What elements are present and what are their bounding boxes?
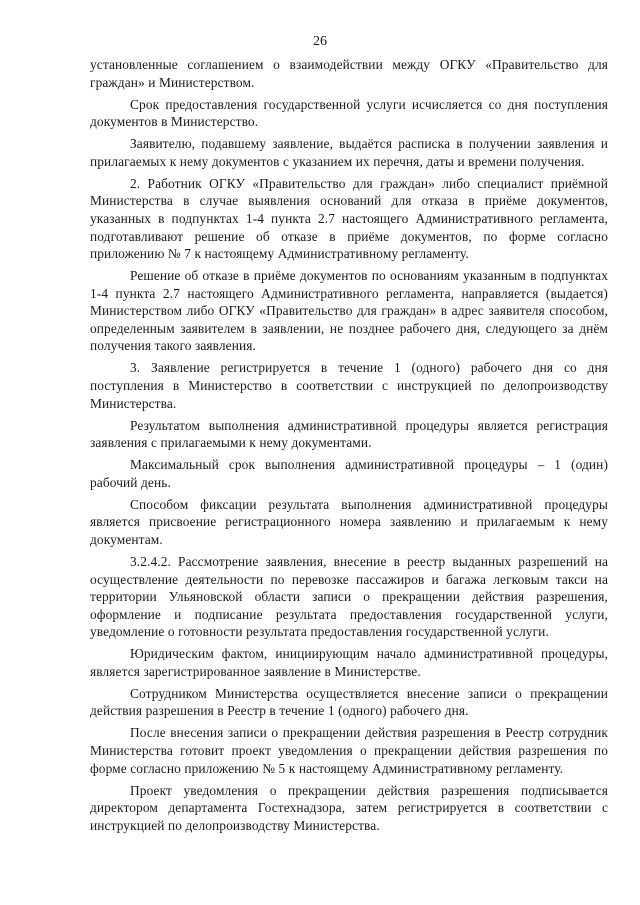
paragraph: Результатом выполнения административной процедуры является регистрация заявления с прилагаемыми к нему документами. xyxy=(90,417,608,451)
paragraph: После внесения записи о прекращении действия разрешения в Реестр сотрудник Министерства готовит проект уведомления о прекращении действия разрешения по форме согласно приложению № 5 к настоящему Административному регламенту. xyxy=(90,725,608,776)
paragraph: Заявителю, подавшему заявление, выдаётся расписка в получении заявления и прилагаемых к нему документов с указанием их перечня, даты и времени получения. xyxy=(90,136,608,169)
paragraph: 2. Работник ОГКУ «Правительство для граждан» либо специалист приёмной Министерства в случае выявления оснований для отказа в приёме документов, указанных в подпунктах 1-4 пункта 2.7 настоящего Административного регламента, подготавливают решение об отказе в приёме документов, по форме согласно приложению № 7 к настоящему Административному регламенту. xyxy=(90,175,608,262)
paragraph: Проект уведомления о прекращении действия разрешения подписывается директором департамента Гостехнадзора, затем регистрируется в соответствии с инструкцией по делопроизводству Министерства. xyxy=(90,782,608,833)
document-body xyxy=(90,56,608,839)
paragraph: Сотрудником Министерства осуществляется внесение записи о прекращении действия разрешения в Реестр в течение 1 (одного) рабочего дня. xyxy=(90,685,608,719)
paragraph: 3. Заявление регистрируется в течение 1 (одного) рабочего дня со дня поступления в Министерство в соответствии с инструкцией по делопроизводству Министерства. xyxy=(90,360,608,411)
paragraph: установленные соглашением о взаимодействии между ОГКУ «Правительство для граждан» и Министерством. xyxy=(90,57,608,90)
paragraph: Юридическим фактом, инициирующим начало административной процедуры, является зарегистрированное заявление в Министерстве. xyxy=(90,646,608,679)
paragraph: Решение об отказе в приёме документов по основаниям указанным в подпунктах 1-4 пункта 2.7 настоящего Административного регламента, направляется (выдается) Министерством либо ОГКУ «Правительство для граждан» в адрес заявителя способом, определенным заявителем в заявлении, не позднее рабочего дня, следующего за днём получения такого заявления. xyxy=(90,268,608,354)
page-number: 26 xyxy=(313,34,327,49)
paragraph: Срок предоставления государственной услуги исчисляется со дня поступления документов в Министерство. xyxy=(90,96,608,130)
paragraph: Максимальный срок выполнения административной процедуры – 1 (один) рабочий день. xyxy=(90,457,608,490)
paragraph: 3.2.4.2. Рассмотрение заявления, внесение в реестр выданных разрешений на осуществление деятельности по перевозке пассажиров и багажа легковым такси на территории Ульяновской области записи о прекращении действия разрешения, оформление и подписание результата предоставления государственной услуги, уведомление о готовности результата предоставления государственной услуги. xyxy=(90,553,608,640)
paragraph: Способом фиксации результата выполнения административной процедуры является присвоение регистрационного номера заявлению и прилагаемым к нему документам. xyxy=(90,496,608,547)
